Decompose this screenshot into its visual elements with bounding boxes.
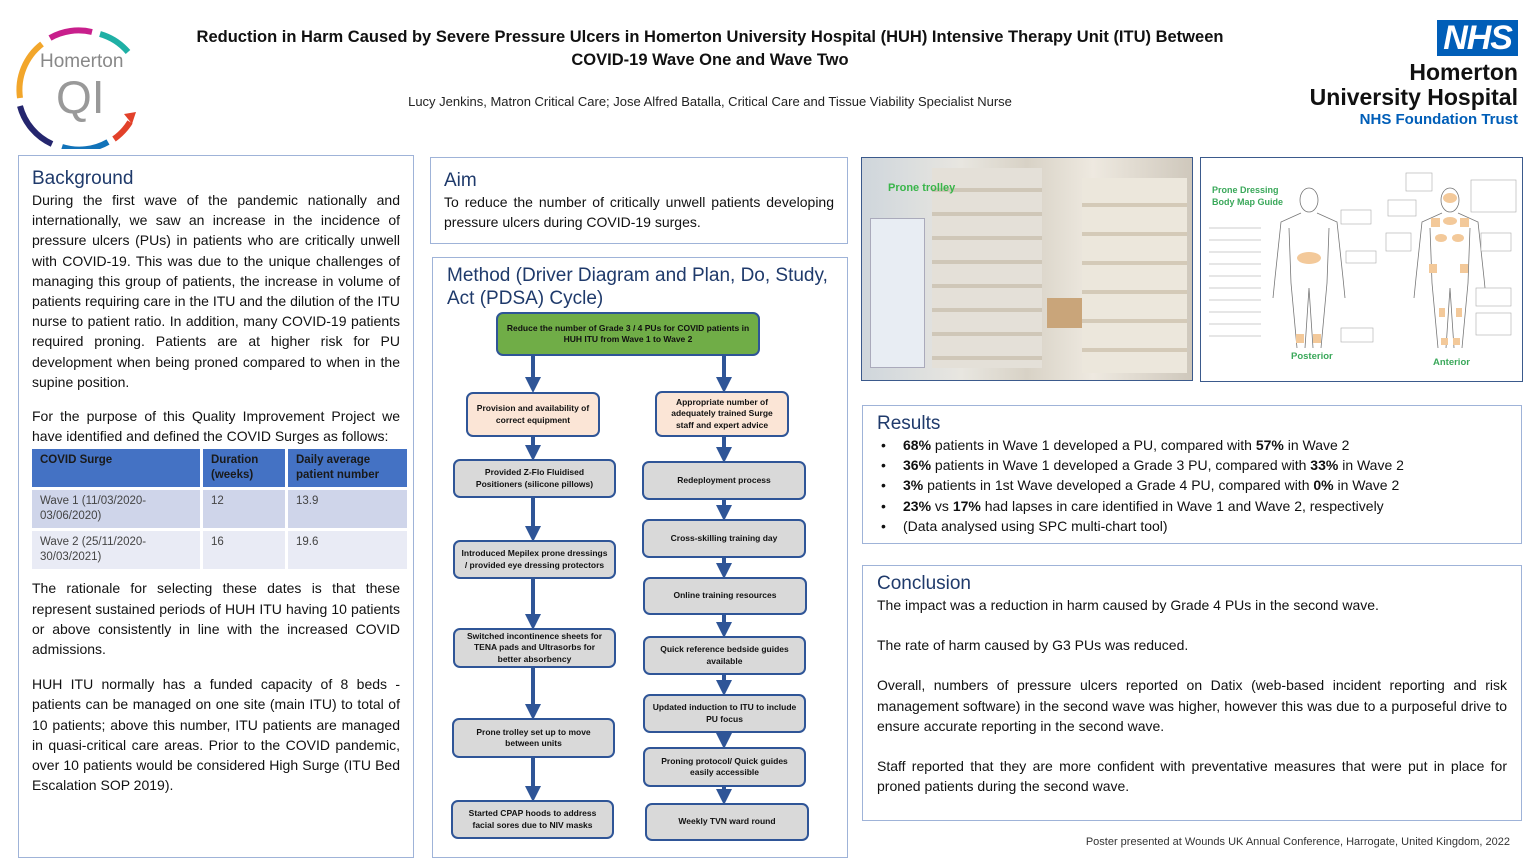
authors: Lucy Jenkins, Matron Critical Care; Jose Alfred Batalla, Critical Care and Tissue Viability Specialist Nurse — [408, 94, 1012, 109]
background-para-4: HUH ITU normally has a funded capacity of 8 beds - patients can be managed on one site (main ITU) to total of 10 patients; above this number, ITU patients are managed in quasi-critical care areas. Prior to the COVID pandemic, over 10 patients would be considered High Surge (ITU Bed Escalation SOP 2019). — [32, 676, 400, 794]
result-figure: 3% — [903, 477, 924, 494]
change-idea: Introduced Mepilex prone dressings / provided eye dressing protectors — [453, 540, 616, 579]
result-figure: 57% — [1255, 437, 1284, 453]
conclusion-para: The impact was a reduction in harm caused by Grade 4 PUs in the second wave. — [877, 597, 1379, 613]
result-item — [877, 496, 1507, 516]
result-figure: 68% — [903, 437, 932, 453]
title-line-2: COVID-19 Wave One and Wave Two — [571, 51, 849, 69]
table-cell: 16 — [203, 531, 285, 569]
result-text: vs — [931, 497, 953, 514]
result-item — [877, 475, 1507, 495]
result-figure: 0% — [1313, 477, 1334, 494]
results-section — [862, 405, 1522, 544]
table-cell: 12 — [203, 490, 285, 528]
results-heading: Results — [877, 413, 941, 434]
driver-equipment: Provision and availability of correct equipment — [466, 392, 600, 437]
table-cell: 19.6 — [288, 531, 407, 569]
aim-text: To reduce the number of critically unwell patients developing pressure ulcers during COVID-19 surges. — [444, 194, 834, 231]
org-name-3: NHS Foundation Trust — [1359, 111, 1518, 128]
background-para-3: The rationale for selecting these dates is that these represent sustained periods of HUH ITU having 10 patients or above consistently in line with the increased COVID admissions. — [32, 580, 400, 658]
driver-staffing: Appropriate number of adequately trained Surge staff and expert advice — [655, 391, 789, 437]
footer-note: Poster presented at Wounds UK Annual Conference, Harrogate, United Kingdom, 2022 — [1085, 836, 1510, 848]
anterior-label: Anterior — [1433, 357, 1470, 368]
method-heading: Method (Driver Diagram and Plan, Do, Study, Act (PDSA) Cycle) — [447, 265, 828, 309]
driver-goal: Reduce the number of Grade 3 / 4 PUs for COVID patients in HUH ITU from Wave 1 to Wave 2 — [496, 312, 760, 356]
result-text: (Data analysed using SPC multi-chart tool) — [903, 517, 1168, 534]
result-figure: 36% — [903, 457, 932, 474]
conclusion-para: Overall, numbers of pressure ulcers reported on Datix (web-based incident reporting and risk management software) in the second wave was higher, however this was due to a purposeful drive to ensure accurate reporting in the second wave. — [877, 677, 1507, 734]
result-figure: 23% — [903, 497, 932, 514]
result-item — [877, 435, 1507, 455]
table-cell: Wave 2 (25/11/2020-30/03/2021) — [32, 531, 200, 569]
aim-heading: Aim — [444, 170, 477, 191]
svg-text:Homerton: Homerton — [40, 51, 124, 72]
background-para-1: During the first wave of the pandemic nationally and internationally, we saw an increase in the incidence of pressure ulcers (PUs) in patients who are critically unwell with COVID-19. This was due to the unique challenges of managing this group of patients, the increase in volume of patients requiring care in the ITU and the dilution of the ITU nurse to patient ratio. In addition, many COVID-19 patients required proning. Patients are at higher risk for PU development when being proned compared to when in the supine position. — [32, 192, 400, 390]
result-item — [877, 516, 1507, 536]
change-idea: Online training resources — [643, 577, 807, 615]
table-cell: Wave 1 (11/03/2020-03/06/2020) — [32, 490, 200, 528]
table-header: Duration (weeks) — [203, 449, 285, 487]
result-text: in Wave 2 — [1283, 437, 1350, 453]
result-figure: 17% — [952, 497, 981, 514]
background-para-2: For the purpose of this Quality Improvement Project we have identified and defined the COVID Surges as follows: — [32, 408, 400, 445]
change-idea: Redeployment process — [642, 461, 806, 500]
nhs-badge: NHS — [1437, 20, 1518, 56]
photo-label: Prone trolley — [888, 182, 956, 194]
conclusion-para: Staff reported that they are more confident with preventative measures that were put in place for proned patients during the second wave. — [877, 758, 1507, 795]
change-idea: Prone trolley set up to move between units — [452, 718, 615, 758]
posterior-label: Posterior — [1291, 351, 1333, 362]
change-idea: Switched incontinence sheets for TENA pads and Ultrasorbs for better absorbency — [453, 628, 616, 668]
result-text: had lapses in care identified in Wave 1 and Wave 2, respectively — [980, 497, 1384, 514]
change-idea: Updated induction to ITU to include PU focus — [643, 694, 806, 733]
table-cell: 13.9 — [288, 490, 407, 528]
org-name-1: Homerton — [1409, 59, 1518, 85]
conclusion-section — [862, 565, 1522, 821]
org-name-2: University Hospital — [1309, 84, 1518, 110]
background-heading: Background — [32, 168, 134, 189]
change-idea: Cross-skilling training day — [642, 519, 806, 558]
conclusion-heading: Conclusion — [877, 573, 971, 594]
title-line-1: Reduction in Harm Caused by Severe Pressure Ulcers in Homerton University Hospital (HUH) Intensive Therapy Unit (ITU) Between — [196, 28, 1224, 46]
table-header: Daily average patient number — [288, 449, 407, 487]
change-idea: Weekly TVN ward round — [645, 803, 809, 841]
prone-trolley-photo — [861, 157, 1193, 381]
result-text: in Wave 2 — [1338, 457, 1404, 474]
result-text: patients in Wave 1 developed a Grade 3 PU, compared with — [931, 457, 1311, 474]
results-list — [877, 435, 1507, 536]
result-text: patients in Wave 1 developed a PU, compared with — [931, 437, 1256, 453]
body-map-title: Prone Dressing Body Map Guide — [1212, 185, 1284, 207]
table-header: COVID Surge — [32, 449, 200, 487]
change-idea: Started CPAP hoods to address facial sores due to NIV masks — [451, 800, 614, 839]
change-idea: Provided Z-Flo Fluidised Positioners (silicone pillows) — [453, 459, 616, 498]
body-map-guide — [1200, 157, 1523, 382]
result-text: in Wave 2 — [1333, 477, 1400, 494]
result-figure: 33% — [1310, 457, 1339, 474]
change-idea: Proning protocol/ Quick guides easily accessible — [643, 747, 806, 787]
svg-text:QI: QI — [56, 71, 105, 123]
body-figures — [1201, 158, 1523, 382]
result-text: patients in 1st Wave developed a Grade 4 PU, compared with — [923, 477, 1314, 494]
result-item — [877, 455, 1507, 475]
change-idea: Quick reference bedside guides available — [643, 636, 806, 675]
conclusion-para: The rate of harm caused by G3 PUs was reduced. — [877, 637, 1189, 654]
